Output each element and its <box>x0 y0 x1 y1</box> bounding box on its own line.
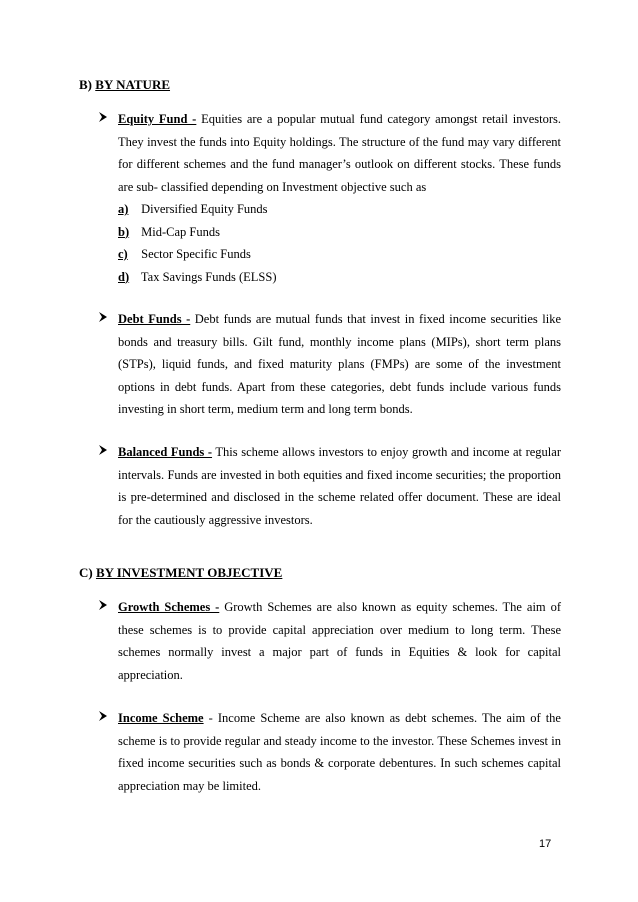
bullet-paragraph <box>118 707 561 797</box>
section-title: BY INVESTMENT OBJECTIVE <box>95 565 283 580</box>
bullet-balanced-funds <box>98 441 561 531</box>
list-label: Diversified Equity Funds <box>141 202 268 216</box>
bullet-paragraph <box>118 108 561 198</box>
list-marker: d) <box>118 269 130 284</box>
bullet-text: Equities are a popular mutual fund category amongst retail investors. They invest the funds into Equity holdings. The structure of the fund may vary different for different schemes and the fund manager’s outlook on different stocks. These funds are sub- classified depending on Investment objective such as <box>118 112 562 194</box>
bullet-text: This scheme allows investors to enjoy growth and income at regular intervals. Funds are invested in both equities and fixed income securities; the proportion is pre-determined and disclosed in the scheme related offer document. These are ideal for the cautiously aggressive investors. <box>118 445 561 527</box>
bullet-text: Debt funds are mutual funds that invest in fixed income securities like bonds and treasury bills. Gilt fund, monthly income plans (MIPs), short term plans (STPs), liquid funds, and fixed maturity plans (FMPs) are some of the investment options in debt funds. Apart from these categories, debt funds include various funds investing in short term, medium term and long term bonds. <box>118 312 562 416</box>
bullet-lead: Equity Fund - <box>118 112 197 126</box>
bullet-equity-fund <box>98 108 561 288</box>
bullet-income-scheme <box>98 707 561 797</box>
section-heading-by-nature <box>79 77 170 93</box>
bullet-text: Growth Schemes are also known as equity schemes. The aim of these schemes is to provide capital appreciation over medium to long term. These schemes normally invest a major part of funds in Equities & look for capital appreciation. <box>118 600 561 682</box>
bullet-lead: Growth Schemes - <box>118 600 220 614</box>
arrow-bullet-icon <box>98 311 108 323</box>
section-heading-by-investment-objective <box>79 565 282 581</box>
list-marker: b) <box>118 224 130 239</box>
arrow-bullet-icon <box>98 710 108 722</box>
page-number: 17 <box>539 838 552 850</box>
bullet-paragraph <box>118 596 561 686</box>
section-title: BY NATURE <box>95 77 171 92</box>
list-label: Tax Savings Funds (ELSS) <box>140 269 277 284</box>
arrow-bullet-icon <box>98 599 108 611</box>
section-prefix: B) <box>79 77 92 92</box>
bullet-growth-schemes <box>98 596 561 686</box>
bullet-lead: Debt Funds - <box>118 312 191 326</box>
list-marker: c) <box>118 247 128 261</box>
section-prefix: C) <box>79 565 93 580</box>
bullet-lead: Balanced Funds - <box>118 445 213 459</box>
bullet-debt-funds <box>98 308 561 421</box>
bullet-text: - Income Scheme are also known as debt schemes. The aim of the scheme is to provide regular and steady income to the investor. These Schemes invest in fixed income securities such as bonds & corporate debentures. In such schemes capital appreciation may be limited. <box>118 711 561 793</box>
list-item <box>118 221 561 244</box>
list-marker: a) <box>118 202 129 216</box>
list-item <box>118 243 561 266</box>
list-label: Sector Specific Funds <box>141 247 251 261</box>
arrow-bullet-icon <box>98 444 108 456</box>
bullet-lead: Income Scheme <box>118 711 204 725</box>
list-item <box>118 198 561 221</box>
sublist <box>118 198 561 288</box>
bullet-paragraph <box>118 308 561 421</box>
list-item <box>118 266 561 289</box>
arrow-bullet-icon <box>98 111 108 123</box>
bullet-paragraph <box>118 441 561 531</box>
list-label: Mid-Cap Funds <box>141 224 220 239</box>
